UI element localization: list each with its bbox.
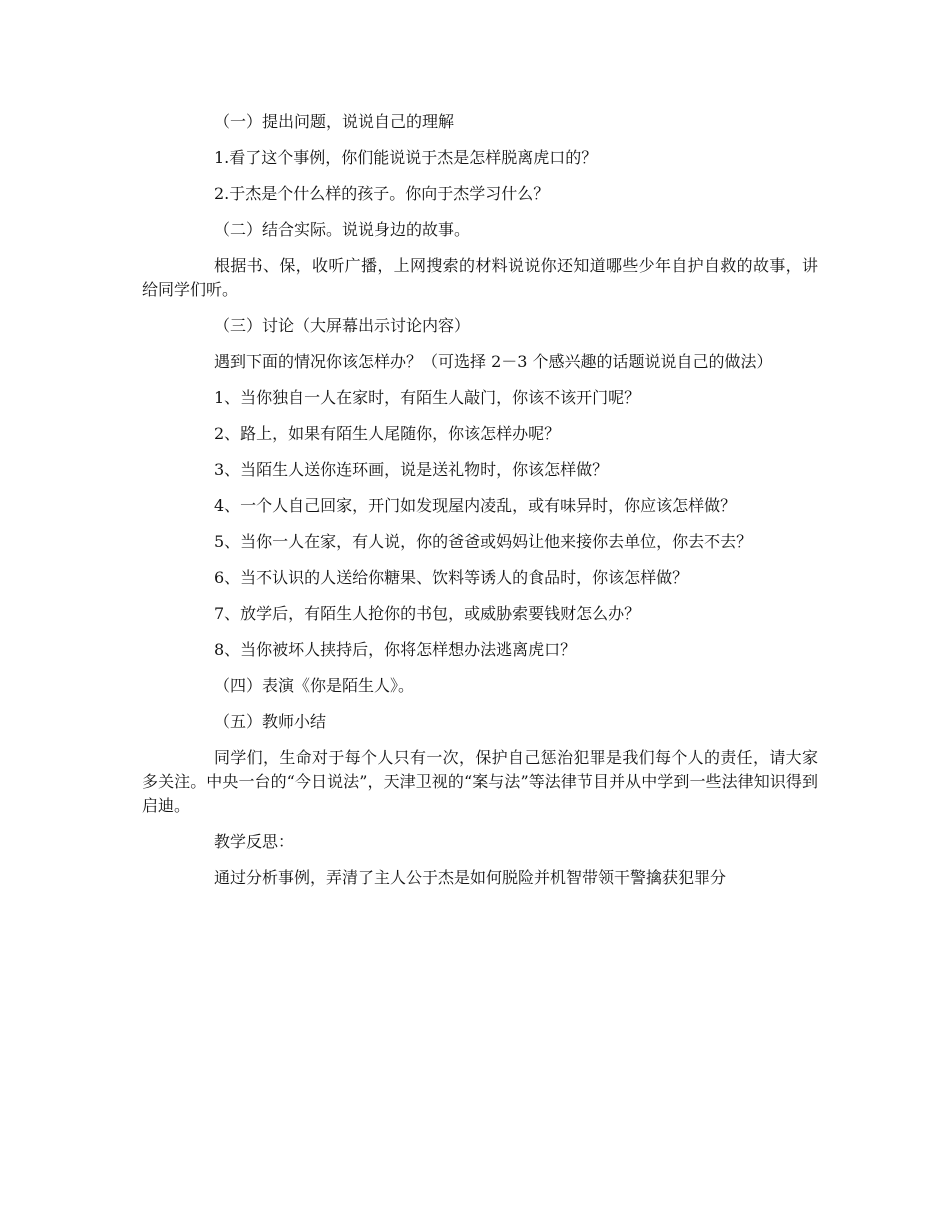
- reflection-heading: 教学反思：: [214, 832, 295, 851]
- section-heading-4: （四）表演《你是陌生人》。: [214, 676, 415, 695]
- section-heading-1: （一）提出问题，说说自己的理解: [214, 112, 455, 131]
- discussion-item-1: 1、当你独自一人在家时，有陌生人敲门，你该不该开门呢？: [214, 388, 641, 407]
- discussion-item-6: 6、当不认识的人送给你糖果、饮料等诱人的食品时，你该怎样做？: [214, 568, 689, 587]
- paragraph-discussion-intro: 遇到下面的情况你该怎样办？（可选择 2－3 个感兴趣的话题说说自己的做法）: [214, 352, 773, 371]
- discussion-item-2: 2、路上，如果有陌生人尾随你，你该怎样办呢？: [214, 424, 561, 443]
- discussion-item-5: 5、当你一人在家，有人说，你的爸爸或妈妈让他来接你去单位，你去不去？: [214, 532, 753, 551]
- paragraph-summary: 同学们，生命对于每个人只有一次，保护自己惩治犯罪是我们每个人的责任，请大家多关注。中央一台的“今日说法”，天津卫视的“案与法”等法律节目并从中学到一些法律知识得到启迪。: [142, 748, 818, 815]
- question-2: 2.于杰是个什么样的孩子。你向于杰学习什么？: [214, 184, 550, 203]
- question-1: 1.看了这个事例，你们能说说于杰是怎样脱离虎口的？: [214, 148, 598, 167]
- discussion-item-7: 7、放学后，有陌生人抢你的书包，或威胁索要钱财怎么办？: [214, 604, 641, 623]
- section-heading-3: （三）讨论（大屏幕出示讨论内容）: [214, 316, 471, 335]
- document-body: [142, 110, 818, 902]
- paragraph-stories: 根据书、保，收听广播，上网搜索的材料说说你还知道哪些少年自护自救的故事，讲给同学们听。: [142, 256, 818, 299]
- section-heading-5: （五）教师小结: [214, 712, 327, 731]
- discussion-item-8: 8、当你被坏人挟持后，你将怎样想办法逃离虎口？: [214, 640, 577, 659]
- section-heading-2: （二）结合实际。说说身边的故事。: [214, 220, 471, 239]
- discussion-item-3: 3、当陌生人送你连环画，说是送礼物时，你该怎样做？: [214, 460, 609, 479]
- discussion-item-4: 4、一个人自己回家，开门如发现屋内凌乱，或有味异时，你应该怎样做？: [214, 496, 737, 515]
- paragraph-reflection: 通过分析事例，弄清了主人公于杰是如何脱险并机智带领干警擒获犯罪分: [214, 868, 727, 887]
